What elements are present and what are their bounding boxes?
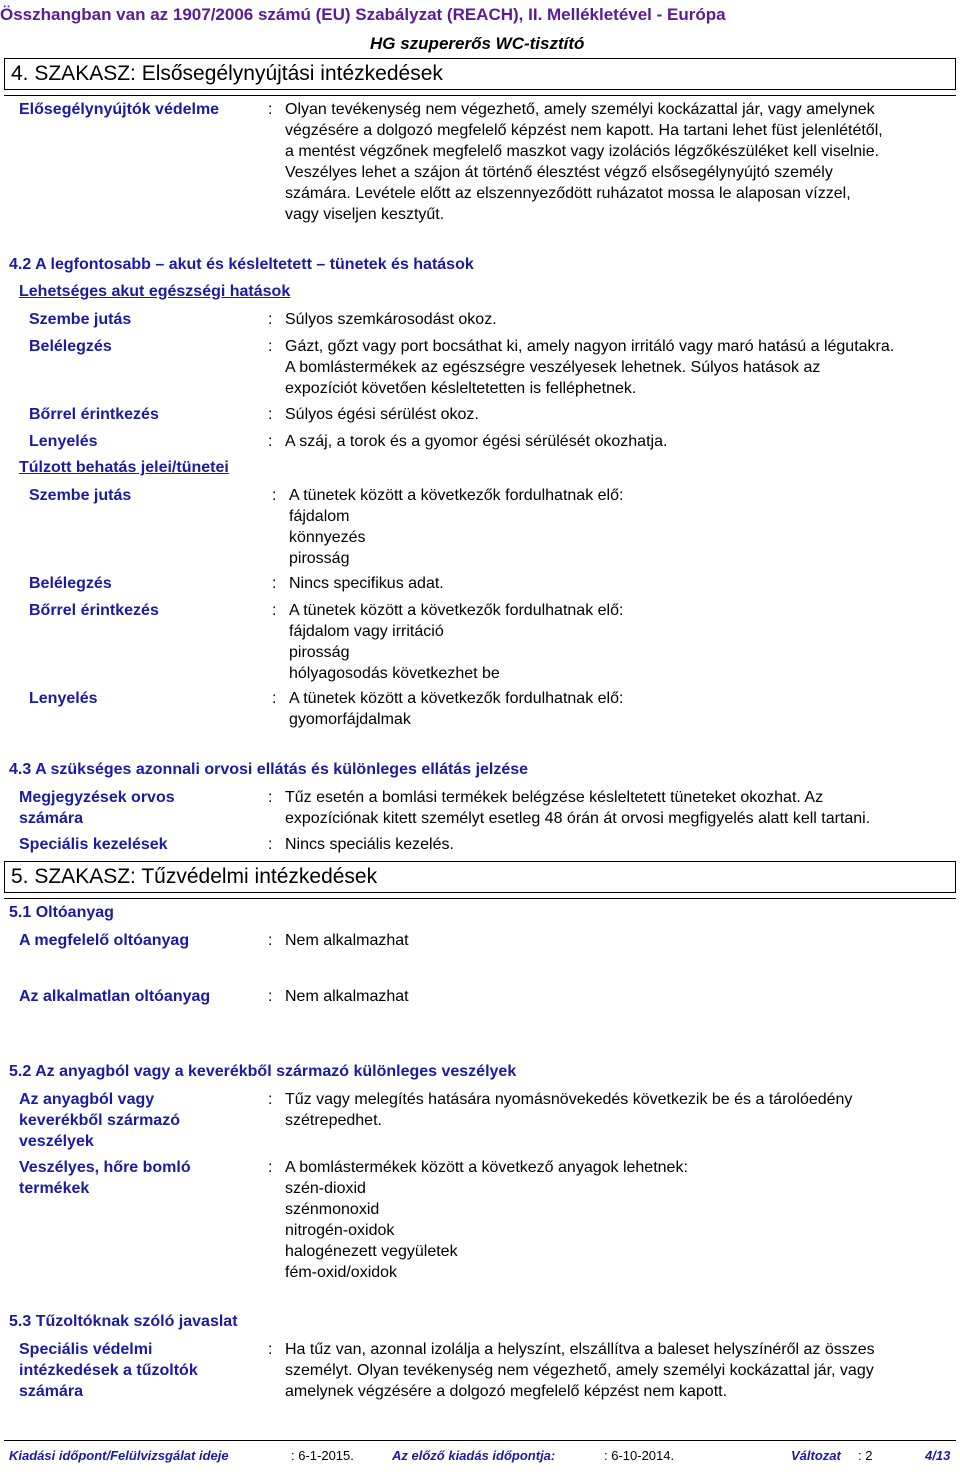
issue-date-value: : 6-1-2015. (291, 1448, 354, 1463)
text-line: szén-dioxid (285, 1180, 366, 1197)
colon: : (268, 789, 273, 806)
text-line: számára. Levétele előtt az elszennyeződött ruházatot mossa le alaposan vízzel, (285, 185, 851, 202)
label-line: Speciális védelmi (19, 1341, 153, 1358)
text-line: a mentést végzőnek megfelelő maszkot vagy izolációs légzőkészüléket kell viselnie. (285, 143, 880, 160)
label-line: termékek (19, 1180, 90, 1197)
label-line: számára (19, 810, 84, 827)
text-line: nitrogén-oxidok (285, 1222, 395, 1239)
subsection-5-2-title: 5.2 Az anyagból vagy a keverékből származó különleges veszélyek (9, 1063, 517, 1080)
subsection-5-1-title: 5.1 Oltóanyag (9, 904, 114, 921)
firefighter-protection-label (19, 1339, 198, 1402)
text-line: Veszélyes lehet a szájon át történő élesztést végző elsősegélynyújtó személy (285, 164, 833, 181)
label-line: számára (19, 1383, 84, 1400)
suitable-media-label: A megfelelő oltóanyag (19, 932, 190, 949)
colon: : (272, 487, 277, 504)
text-line: A tünetek között a következők fordulhatnak elő: (289, 690, 624, 707)
specific-hazards-text (285, 1089, 852, 1131)
text-line: pirosság (289, 644, 350, 661)
acute-eye-label: Szembe jutás (29, 311, 132, 328)
overexp-ingestion-label: Lenyelés (29, 690, 98, 707)
colon: : (268, 836, 273, 853)
overexposure-title: Túlzott behatás jelei/tünetei (19, 459, 229, 476)
text-line: vagy viseljen kesztyűt. (285, 206, 445, 223)
acute-ingestion-label: Lenyelés (29, 433, 98, 450)
acute-inhalation-label: Belélegzés (29, 338, 112, 355)
suitable-media-value: Nem alkalmazhat (285, 932, 409, 949)
label-line: intézkedések a tűzoltók (19, 1362, 198, 1379)
doctor-notes-text (285, 787, 870, 829)
text-line: Gázt, gőzt vagy port bocsáthat ki, amely nagyon irritáló vagy maró hatású a légutakra. (285, 338, 895, 355)
colon: : (268, 311, 273, 328)
product-name: HG szupererős WC-tisztító (370, 34, 585, 53)
decomposition-products-text (285, 1157, 688, 1283)
acute-skin-text: Súlyos égési sérülést okoz. (285, 406, 479, 423)
colon: : (268, 101, 273, 118)
text-line: halogénezett vegyületek (285, 1243, 458, 1260)
section-divider (4, 95, 956, 96)
text-line: végzésére a dolgozó megfelelő képzést nem kapott. Ha tartani lehet füst jelenlététől, (285, 122, 883, 139)
overexp-eye-label: Szembe jutás (29, 487, 132, 504)
acute-eye-text: Súlyos szemkárosodást okoz. (285, 311, 497, 328)
overexp-ingestion-text (289, 688, 623, 730)
unsuitable-media-label: Az alkalmatlan oltóanyag (19, 988, 211, 1005)
overexp-skin-text (289, 600, 623, 684)
colon: : (268, 406, 273, 423)
acute-effects-title: Lehetséges akut egészségi hatások (19, 283, 291, 300)
page-number: 4/13 (925, 1448, 951, 1463)
text-line: személyt. Olyan tevékenység nem végezhető, amely személyi kockázattal jár, vagy (285, 1362, 874, 1379)
acute-ingestion-text: A száj, a torok és a gyomor égési sérülését okozhatja. (285, 433, 668, 450)
text-line: Olyan tevékenység nem végezhető, amely személyi kockázattal jár, vagy amelynek (285, 101, 875, 118)
label-line: keverékből származó (19, 1112, 180, 1129)
subsection-5-3-title: 5.3 Tűzoltóknak szóló javaslat (9, 1313, 238, 1330)
section-divider (4, 898, 956, 899)
doctor-notes-label (19, 787, 175, 829)
label-line: Veszélyes, hőre bomló (19, 1159, 191, 1176)
colon: : (268, 338, 273, 355)
specific-hazards-label (19, 1089, 180, 1152)
label-line: Megjegyzések orvos (19, 789, 175, 806)
issue-date-label: Kiadási időpont/Felülvizsgálat ideje (9, 1448, 229, 1463)
colon: : (272, 690, 277, 707)
text-line: amelynek végzésére a dolgozó megfelelő képzést nem kapott. (285, 1383, 728, 1400)
subsection-4-2-title: 4.2 A legfontosabb – akut és késleltetett – tünetek és hatások (9, 256, 474, 273)
colon: : (272, 575, 277, 592)
text-line: fájdalom (289, 508, 350, 525)
text-line: szétrepedhet. (285, 1112, 382, 1129)
document-header-title: Összhangban van az 1907/2006 számú (EU) Szabályzat (REACH), II. Mellékletével - Európa (0, 5, 726, 24)
text-line: szénmonoxid (285, 1201, 380, 1218)
colon: : (268, 1341, 273, 1358)
special-treatment-label: Speciális kezelések (19, 836, 168, 853)
text-line: Tűz esetén a bomlási termékek belégzése késleltetett tüneteket okozhat. Az (285, 789, 824, 806)
version-value: : 2 (858, 1448, 873, 1463)
text-line: A tünetek között a következők fordulhatnak elő: (289, 602, 624, 619)
colon: : (272, 602, 277, 619)
text-line: expozíciónak kitett személyt esetleg 48 órán át orvosi megfigyelés alatt kell tartani. (285, 810, 871, 827)
colon: : (268, 433, 273, 450)
acute-skin-label: Bőrrel érintkezés (29, 406, 159, 423)
decomposition-products-label (19, 1157, 191, 1199)
previous-date-label: Az előző kiadás időpontja: (392, 1448, 556, 1463)
text-line: hólyagosodás következhet be (289, 665, 500, 682)
text-line: gyomorfájdalmak (289, 711, 411, 728)
section-4-title: 4. SZAKASZ: Elsősegélynyújtási intézkedések (4, 58, 956, 90)
text-line: fém-oxid/oxidok (285, 1264, 398, 1281)
colon: : (268, 1159, 273, 1176)
protection-label: Elősegélynyújtók védelme (19, 101, 220, 118)
text-line: Ha tűz van, azonnal izolálja a helyszínt, elszállítva a baleset helyszínéről az összes (285, 1341, 875, 1358)
colon: : (268, 988, 273, 1005)
colon: : (268, 932, 273, 949)
text-line: A tünetek között a következők fordulhatnak elő: (289, 487, 624, 504)
text-line: Tűz vagy melegítés hatására nyomásnövekedés következik be és a tárolóedény (285, 1091, 853, 1108)
special-treatment-text: Nincs speciális kezelés. (285, 836, 454, 853)
colon: : (268, 1091, 273, 1108)
text-line: A bomlástermékek között a következő anyagok lehetnek: (285, 1159, 688, 1176)
firefighter-protection-text (285, 1339, 875, 1402)
protection-text (285, 99, 883, 225)
text-line: pirosság (289, 550, 350, 567)
text-line: fájdalom vagy irritáció (289, 623, 444, 640)
text-line: expozíciót követően késleltetetten is felléphetnek. (285, 380, 637, 397)
unsuitable-media-value: Nem alkalmazhat (285, 988, 409, 1005)
previous-date-value: : 6-10-2014. (604, 1448, 675, 1463)
text-line: könnyezés (289, 529, 366, 546)
subsection-4-3-title: 4.3 A szükséges azonnali orvosi ellátás és különleges ellátás jelzése (9, 761, 529, 778)
overexp-inhalation-text: Nincs specifikus adat. (289, 575, 444, 592)
footer-divider (4, 1440, 956, 1441)
version-label: Változat (791, 1448, 841, 1463)
label-line: veszélyek (19, 1133, 94, 1150)
acute-inhalation-text (285, 336, 894, 399)
text-line: A bomlástermékek az egészségre veszélyesek lehetnek. Súlyos hatások az (285, 359, 821, 376)
overexp-eye-text (289, 485, 623, 569)
overexp-skin-label: Bőrrel érintkezés (29, 602, 159, 619)
section-5-title: 5. SZAKASZ: Tűzvédelmi intézkedések (4, 861, 956, 893)
label-line: Az anyagból vagy (19, 1091, 155, 1108)
overexp-inhalation-label: Belélegzés (29, 575, 112, 592)
